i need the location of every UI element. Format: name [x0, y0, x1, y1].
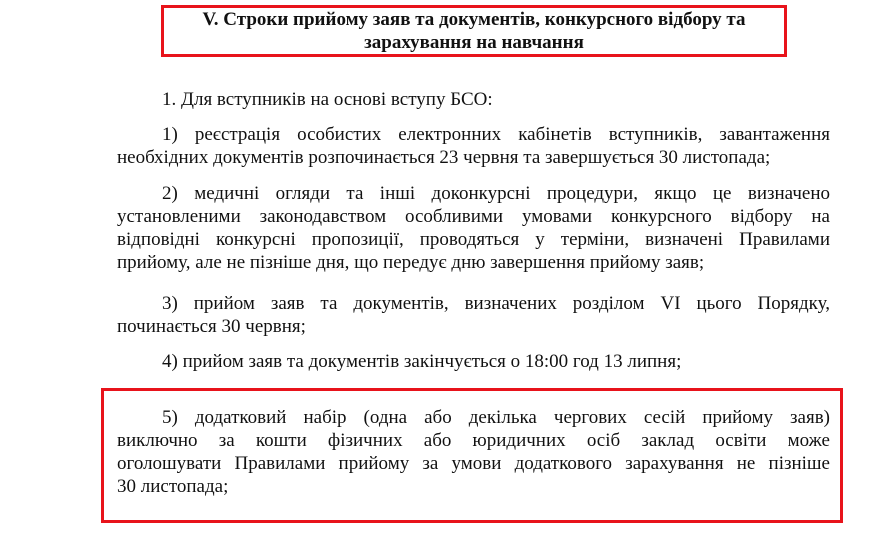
item-4-line-1: 4) прийом заяв та документів закінчується о 18:00 год 13 липня; — [162, 351, 682, 372]
item-2-line-2: установленими законодавством особливими умовами конкурсного відбору на — [117, 206, 830, 227]
item-3-line-1: 3) прийом заяв та документів, визначених розділом VI цього Порядку, — [162, 293, 830, 314]
item-5-line-4: 30 листопада; — [117, 476, 229, 497]
item-3-line-2: починається 30 червня; — [117, 316, 306, 337]
item-5-line-1: 5) додатковий набір (одна або декілька чергових сесій прийому заяв) — [162, 407, 830, 428]
item-2-line-3: відповідні конкурсні пропозиції, проводяться у терміни, визначені Правилами — [117, 229, 830, 250]
section-title-line-1: V. Строки прийому заяв та документів, конкурсного відбору та — [202, 9, 746, 30]
item-2-line-1: 2) медичні огляди та інші доконкурсні процедури, якщо це визначено — [162, 183, 830, 204]
item-1-line-1: 1) реєстрація особистих електронних кабінетів вступників, завантаження — [162, 124, 830, 145]
item-5-line-3: оголошувати Правилами прийому за умови додаткового зарахування не пізніше — [117, 453, 830, 474]
intro-paragraph: 1. Для вступників на основі вступу БСО: — [162, 89, 493, 110]
item-1-line-2: необхідних документів розпочинається 23 червня та завершується 30 листопада; — [117, 147, 771, 168]
section-title-line-2: зарахування на навчання — [364, 32, 584, 53]
section-title — [164, 8, 784, 54]
item-5-line-2: виключно за кошти фізичних або юридичних осіб заклад освіти може — [117, 430, 830, 451]
item-2-line-4: прийому, але не пізніше дня, що передує дню завершення прийому заяв; — [117, 252, 705, 273]
